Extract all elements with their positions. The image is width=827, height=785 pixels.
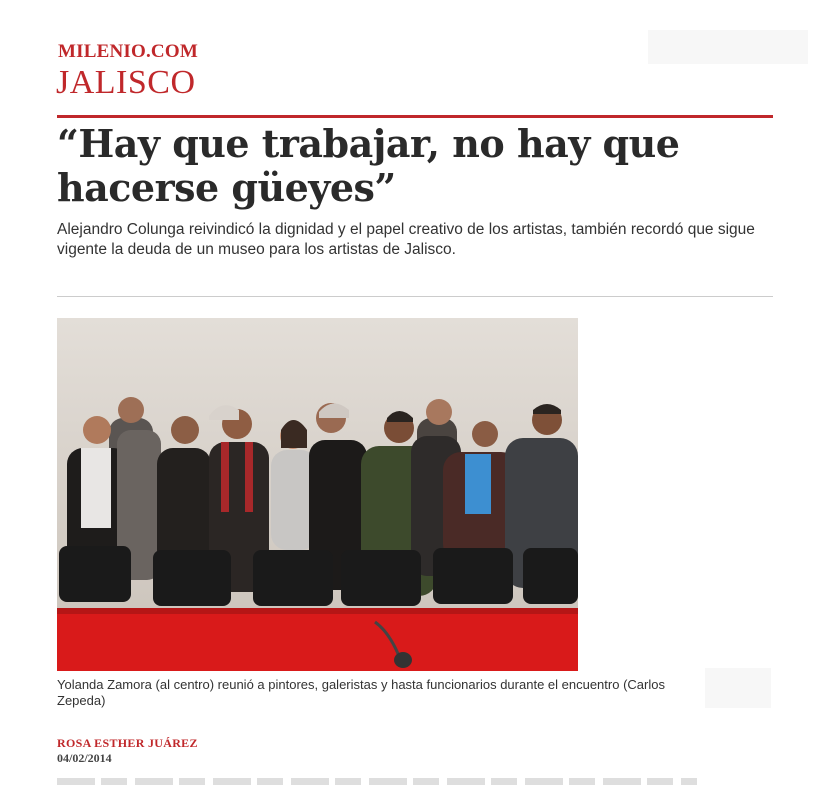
article-summary: Alejandro Colunga reivindicó la dignidad y el papel creativo de los artistas, también recordó que sigue vigente la deuda de un museo para los artistas de Jalisco. xyxy=(57,221,755,258)
ad-placeholder xyxy=(705,668,771,708)
group-photo-image xyxy=(57,318,578,671)
article-date: 04/02/2014 xyxy=(57,751,112,765)
header-divider xyxy=(57,115,773,118)
summary-divider xyxy=(57,296,773,297)
section-title[interactable]: JALISCO xyxy=(56,64,196,101)
photo-caption: Yolanda Zamora (al centro) reunió a pintores, galeristas y hasta funcionarios durante el encuentro (Carlos Zepeda) xyxy=(57,677,665,708)
article-author[interactable]: ROSA ESTHER JUÁREZ xyxy=(57,736,198,750)
article-photo[interactable] xyxy=(57,318,578,671)
article-headline xyxy=(57,122,773,210)
headline-line: “Hay que trabajar, no hay que xyxy=(57,121,680,166)
headline-line: hacerse güeyes” xyxy=(57,165,396,210)
ad-placeholder xyxy=(648,30,808,64)
article-body-cutoff xyxy=(57,778,697,785)
site-name[interactable]: MILENIO.COM xyxy=(58,41,198,62)
